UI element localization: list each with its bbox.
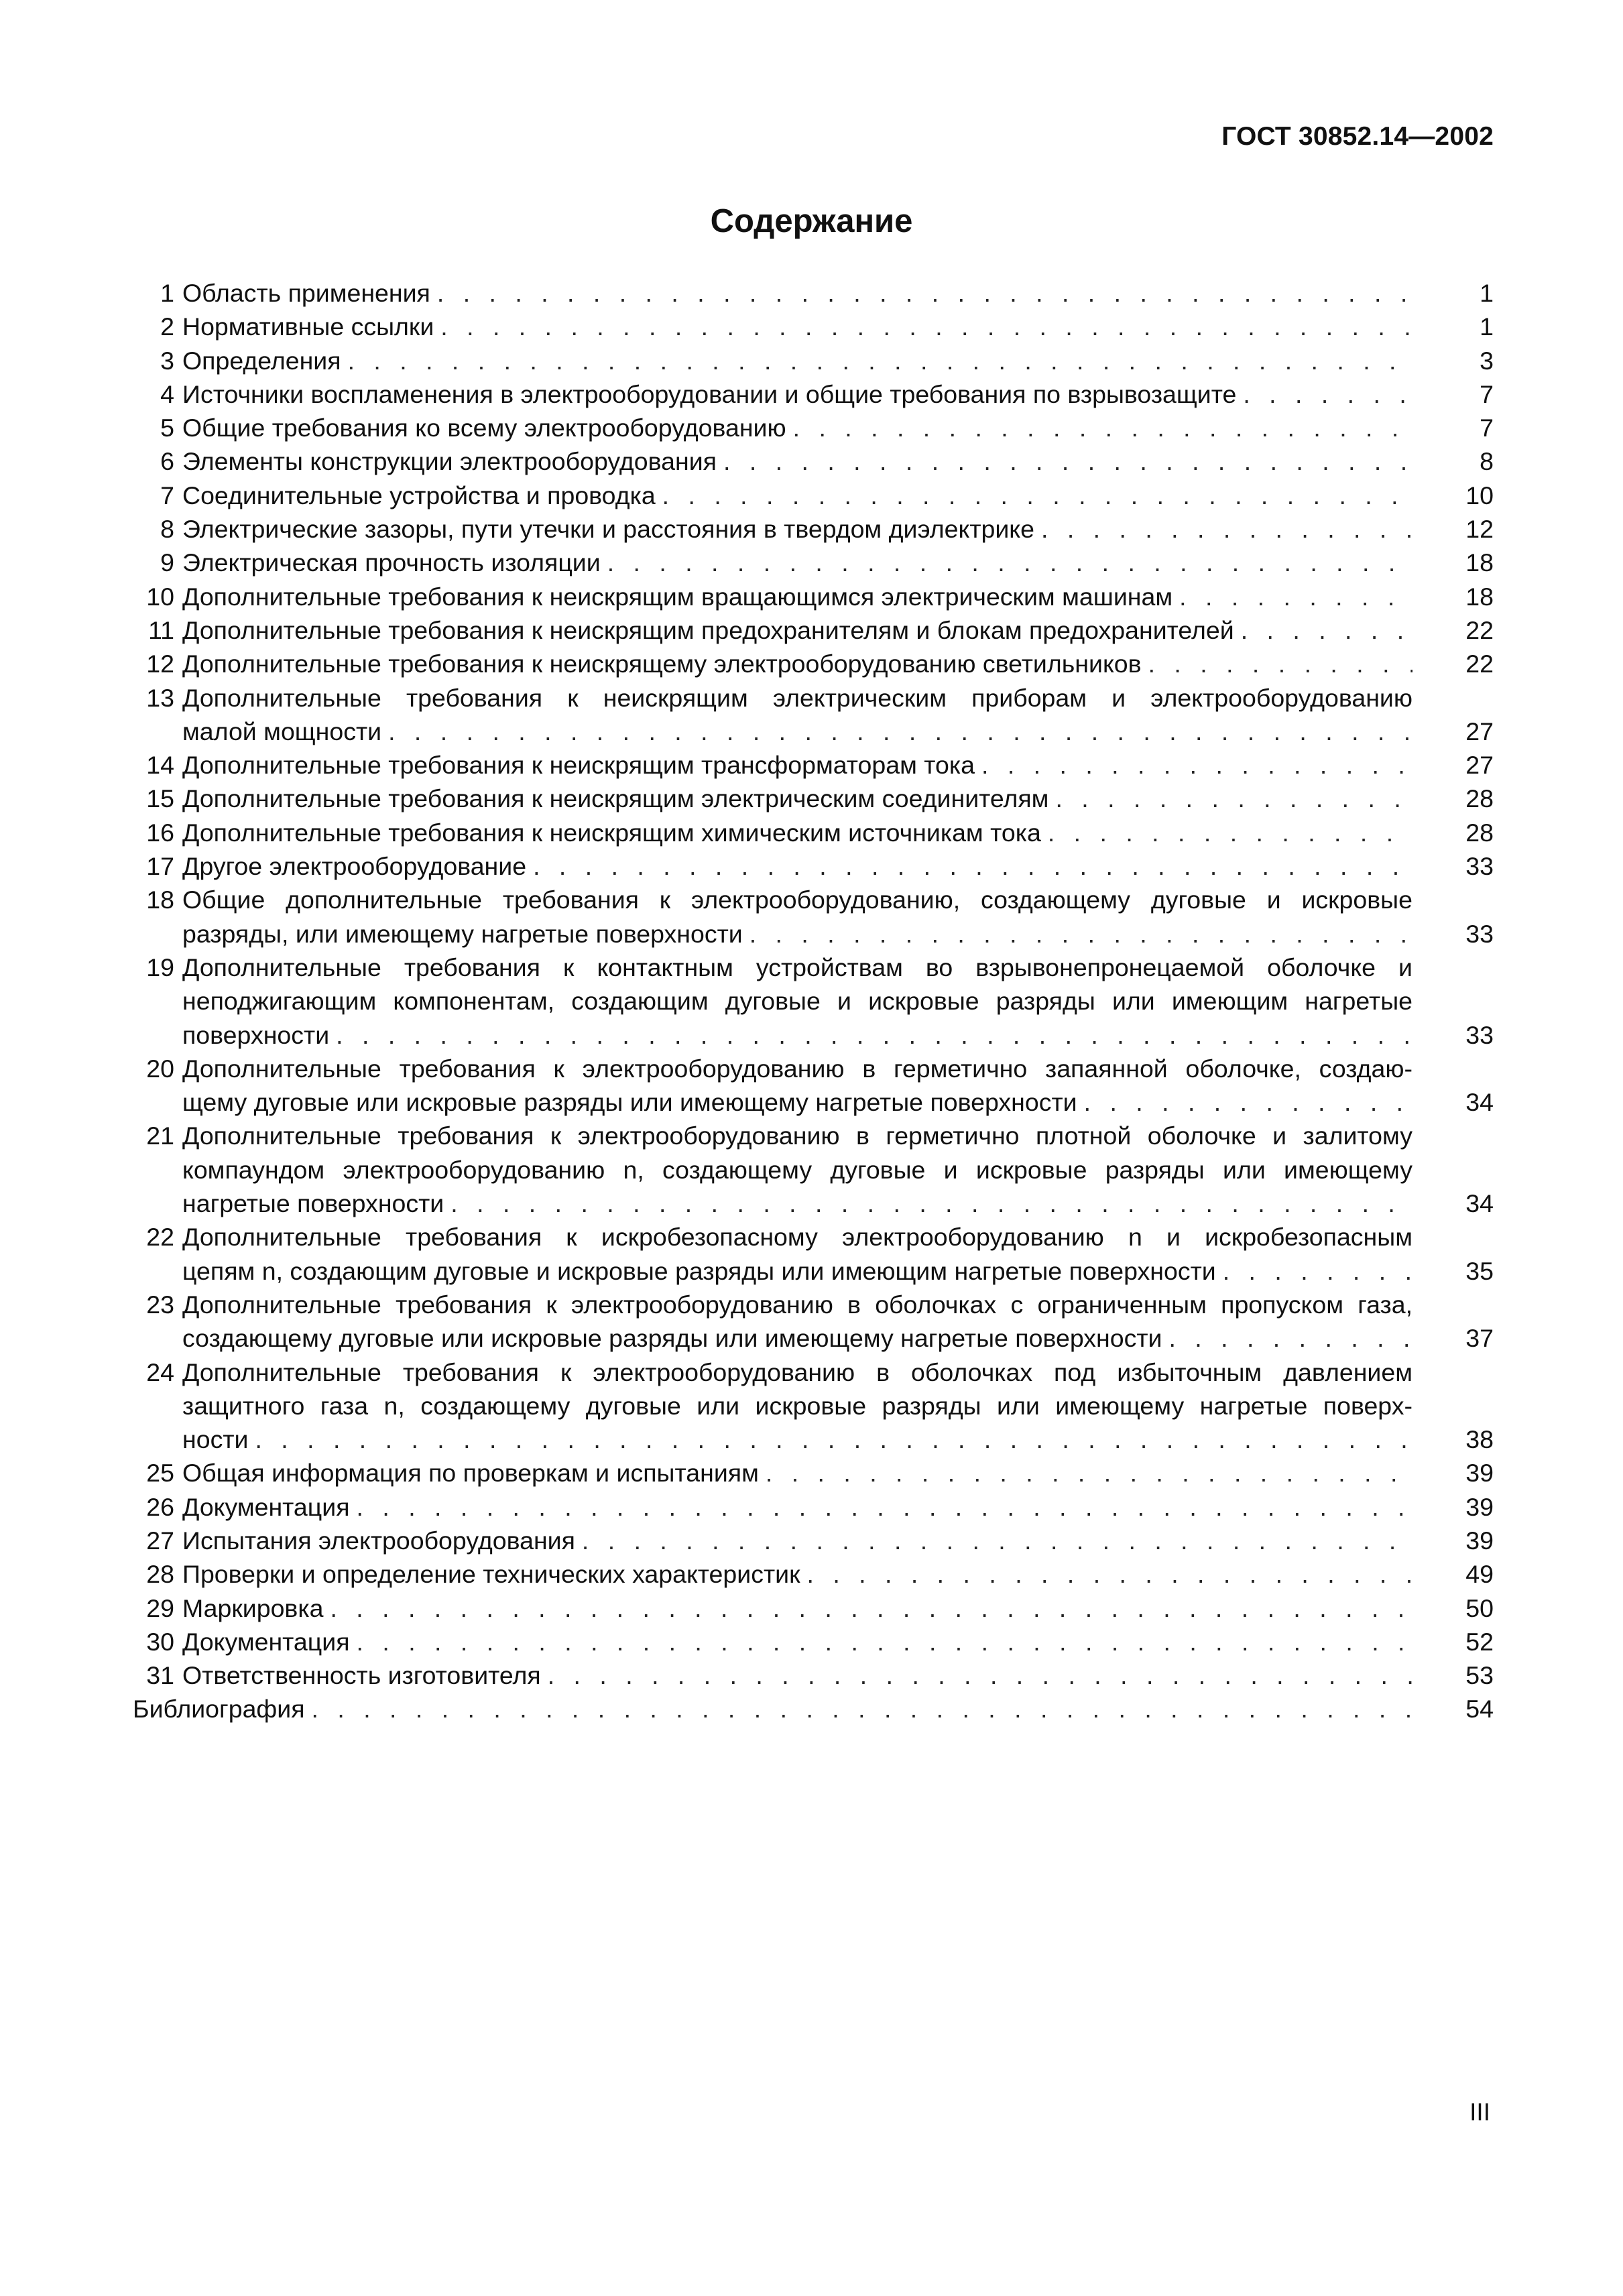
toc-entry-number: 21 — [146, 1122, 174, 1150]
toc-entry-page: 22 — [1465, 650, 1494, 678]
dot-leader — [743, 917, 1412, 951]
toc-entry[interactable] — [133, 1052, 1494, 1120]
toc-entry-number: 7 — [160, 481, 174, 509]
toc-entry-title-line: Дополнительные требования к неискрящим электрическим соединителям — [182, 784, 1049, 813]
dot-leader — [1236, 377, 1412, 411]
toc-entry-page: 37 — [1465, 1324, 1494, 1353]
toc-entry-number: 4 — [160, 379, 174, 408]
toc-entry-title-line: Источники воспламенения в электрооборудовании и общие требования по взрывозащите — [182, 379, 1237, 408]
toc-entry-title — [182, 546, 1412, 579]
toc-entry[interactable] — [133, 344, 1494, 377]
toc-entry-title-line: цепям n, создающим дуговые и искровые разряды или имеющим нагретые поверхности — [182, 1256, 1216, 1285]
toc-entry-title — [182, 647, 1412, 680]
toc-entry[interactable] — [133, 816, 1494, 849]
toc-entry-page: 1 — [1480, 279, 1494, 307]
toc-entry-title-line: нагретые поверхности — [182, 1189, 444, 1218]
toc-entry-title-line: Испытания электрооборудования — [182, 1526, 575, 1555]
toc-entry-number: 15 — [146, 784, 174, 813]
toc-entry-title-line: Дополнительные требования к неискрящим трансформаторам тока — [182, 751, 975, 780]
toc-entry-page: 27 — [1465, 751, 1494, 780]
dot-leader — [341, 344, 1412, 377]
toc-entry-number: 27 — [146, 1526, 174, 1555]
toc-entry-title — [182, 883, 1412, 951]
toc-entry[interactable] — [133, 1557, 1494, 1591]
toc-entry[interactable] — [133, 444, 1494, 478]
toc-entry-page: 7 — [1480, 414, 1494, 442]
toc-entry-title-line: Общие требования ко всему электрооборудованию — [182, 414, 786, 442]
toc-entry[interactable] — [133, 310, 1494, 343]
toc-entry-page: 50 — [1465, 1593, 1494, 1622]
toc-entry-title — [182, 1591, 1412, 1625]
dot-leader — [656, 479, 1412, 512]
toc-entry-title — [182, 1456, 1412, 1490]
toc-entry[interactable] — [133, 782, 1494, 815]
dot-leader — [323, 1591, 1412, 1625]
toc-entry-title — [133, 1692, 1412, 1726]
toc-entry-number: 22 — [146, 1223, 174, 1252]
toc-entry-number: 24 — [146, 1357, 174, 1386]
toc-entry-title-line: Общие дополнительные требования к электрооборудованию, создающему дуговые и искровые — [182, 886, 1412, 914]
dot-leader — [601, 546, 1412, 579]
toc-entry-title-line: Электрическая прочность изоляции — [182, 548, 601, 577]
toc-entry-title-line: Элементы конструкции электрооборудования — [182, 447, 717, 476]
table-of-contents — [133, 276, 1494, 1726]
toc-entry-title — [182, 1490, 1412, 1524]
toc-entry-number: 14 — [146, 751, 174, 780]
toc-entry-title — [182, 1524, 1412, 1557]
page-title: Содержание — [710, 203, 913, 239]
toc-entry-title-line: Маркировка — [182, 1593, 324, 1622]
page-number: III — [1469, 2098, 1490, 2126]
toc-entry-title — [182, 580, 1412, 613]
toc-entry-title — [182, 1288, 1412, 1355]
toc-entry[interactable] — [133, 1220, 1494, 1288]
toc-entry-page: 8 — [1480, 447, 1494, 476]
toc-entry-title-line: Документация — [182, 1492, 350, 1521]
toc-entry[interactable] — [133, 1524, 1494, 1557]
toc-entry-page: 18 — [1465, 582, 1494, 611]
toc-entry-title — [182, 681, 1412, 749]
toc-entry-number: 19 — [146, 953, 174, 981]
toc-entry-number: 13 — [146, 683, 174, 712]
toc-entry[interactable] — [133, 951, 1494, 1052]
toc-entry[interactable] — [133, 1692, 1494, 1726]
toc-entry-title-line: создающему дуговые или искровые разряды или имеющему нагретые поверхности — [182, 1324, 1162, 1353]
dot-leader — [1173, 580, 1412, 613]
toc-entry-title-line: Дополнительные требования к контактным устройствам во взрывонепронецаемой оболочке и — [182, 953, 1412, 981]
toc-entry-title — [182, 849, 1412, 883]
dot-leader — [541, 1658, 1412, 1692]
toc-entry-page: 18 — [1465, 548, 1494, 577]
toc-entry-title — [182, 782, 1412, 815]
toc-entry-page: 49 — [1465, 1560, 1494, 1589]
dot-leader — [305, 1692, 1412, 1726]
dot-leader — [248, 1423, 1412, 1456]
toc-entry[interactable] — [133, 1456, 1494, 1490]
toc-entry-title — [182, 377, 1412, 411]
toc-entry-title-line: Определения — [182, 346, 341, 375]
dot-leader — [717, 444, 1412, 478]
toc-entry-page: 38 — [1465, 1425, 1494, 1454]
dot-leader — [444, 1187, 1412, 1220]
dot-leader — [800, 1557, 1413, 1591]
toc-entry-page: 53 — [1465, 1661, 1494, 1690]
toc-entry-page: 1 — [1480, 312, 1494, 341]
toc-entry-title — [182, 748, 1412, 782]
toc-entry-page: 22 — [1465, 615, 1494, 644]
toc-entry[interactable] — [133, 613, 1494, 647]
toc-entry-title-line: Дополнительные требования к искробезопасному электрооборудованию n и искробезопасным — [182, 1223, 1412, 1252]
toc-entry-title-line: Дополнительные требования к неискрящим вращающимся электрическим машинам — [182, 582, 1173, 611]
toc-entry-title-line: компаундом электрооборудованию n, создающему дуговые и искровые разряды или имеющему — [182, 1155, 1412, 1184]
toc-entry-number: 29 — [146, 1593, 174, 1622]
dot-leader — [1041, 816, 1412, 849]
dot-leader — [526, 849, 1412, 883]
toc-entry-title — [182, 444, 1412, 478]
toc-entry-title-line: Дополнительные требования к электрооборудованию в оболочках под избыточным давлением — [182, 1357, 1412, 1386]
toc-entry[interactable] — [133, 1591, 1494, 1625]
toc-entry-number: 16 — [146, 818, 174, 847]
toc-entry[interactable] — [133, 479, 1494, 512]
dot-leader — [430, 276, 1412, 310]
toc-entry[interactable] — [133, 546, 1494, 579]
toc-entry-number: 8 — [160, 515, 174, 544]
toc-entry-number: 17 — [146, 852, 174, 881]
toc-entry-number: 3 — [160, 346, 174, 375]
toc-entry-number: 5 — [160, 414, 174, 442]
toc-entry[interactable] — [133, 276, 1494, 310]
toc-entry-title-line: Электрические зазоры, пути утечки и расстояния в твердом диэлектрике — [182, 515, 1034, 544]
dot-leader — [786, 411, 1412, 444]
toc-entry-page: 27 — [1465, 717, 1494, 745]
dot-leader — [575, 1524, 1412, 1557]
toc-entry[interactable] — [133, 512, 1494, 546]
toc-entry-title — [182, 1658, 1412, 1692]
toc-entry-title — [182, 310, 1412, 343]
toc-entry-title-line: Проверки и определение технических характеристик — [182, 1560, 800, 1589]
toc-entry-title — [182, 512, 1412, 546]
toc-entry[interactable] — [133, 1355, 1494, 1457]
toc-entry-title — [182, 1052, 1412, 1120]
toc-entry-page: 7 — [1480, 379, 1494, 408]
toc-entry-number: 25 — [146, 1459, 174, 1488]
toc-entry-page: 39 — [1465, 1492, 1494, 1521]
toc-entry-page: 28 — [1465, 784, 1494, 813]
toc-entry-title-line: Дополнительные требования к неискрящим электрическим приборам и электрооборудованию — [182, 683, 1412, 712]
toc-entry-title-line: разряды, или имеющему нагретые поверхности — [182, 919, 743, 948]
toc-entry-page: 34 — [1465, 1088, 1494, 1117]
dot-leader — [759, 1456, 1412, 1490]
toc-entry-page: 34 — [1465, 1189, 1494, 1218]
toc-entry-title-line: неподжигающим компонентам, создающим дуговые и искровые разряды или имеющим нагретые — [182, 987, 1412, 1016]
dot-leader — [1216, 1254, 1412, 1288]
toc-entry-title-line: защитного газа n, создающему дуговые или искровые разряды или имеющему нагретые поверх- — [182, 1391, 1412, 1420]
toc-entry-page: 54 — [1465, 1695, 1494, 1724]
toc-entry-title — [182, 1119, 1412, 1220]
toc-entry-number: 12 — [146, 650, 174, 678]
toc-entry-page: 33 — [1465, 919, 1494, 948]
dot-leader — [381, 715, 1412, 748]
toc-entry-title — [182, 411, 1412, 444]
toc-entry-number: 9 — [160, 548, 174, 577]
toc-entry-page: 28 — [1465, 818, 1494, 847]
toc-entry-title-line: Дополнительные требования к электрооборудованию в оболочках с ограниченным пропуском газа, — [182, 1290, 1412, 1319]
toc-entry-page: 33 — [1465, 1020, 1494, 1049]
toc-entry-title — [182, 276, 1412, 310]
toc-entry[interactable] — [133, 1490, 1494, 1524]
dot-leader — [1162, 1321, 1412, 1355]
dot-leader — [1077, 1085, 1412, 1119]
toc-entry-number: 1 — [160, 279, 174, 307]
toc-entry-number: 20 — [146, 1054, 174, 1083]
toc-entry-title-line: Ответственность изготовителя — [182, 1661, 541, 1690]
toc-entry[interactable] — [133, 1119, 1494, 1220]
dot-leader — [350, 1490, 1412, 1524]
toc-entry[interactable] — [133, 681, 1494, 749]
toc-entry-title-line: Дополнительные требования к неискрящим предохранителям и блокам предохранителей — [182, 615, 1234, 644]
toc-entry-title-line: Другое электрооборудование — [182, 852, 527, 881]
toc-entry[interactable] — [133, 377, 1494, 411]
toc-entry[interactable] — [133, 580, 1494, 613]
toc-entry[interactable] — [133, 748, 1494, 782]
toc-entry-page: 10 — [1465, 481, 1494, 509]
toc-entry-number: 6 — [160, 447, 174, 476]
dot-leader — [1234, 613, 1412, 647]
toc-entry-page: 12 — [1465, 515, 1494, 544]
toc-entry-page: 39 — [1465, 1459, 1494, 1488]
toc-entry-page: 3 — [1480, 346, 1494, 375]
toc-entry[interactable] — [133, 1288, 1494, 1355]
toc-entry-number: 18 — [146, 886, 174, 914]
toc-entry-title-line: Дополнительные требования к электрооборудованию в герметично запаянной оболочке, создаю- — [182, 1054, 1412, 1083]
toc-entry-title — [182, 1355, 1412, 1457]
toc-entry-title-line: щему дуговые или искровые разряды или имеющему нагретые поверхности — [182, 1088, 1077, 1117]
dot-leader — [975, 748, 1412, 782]
toc-entry-title-line: Дополнительные требования к неискрящему электрооборудованию светильников — [182, 650, 1142, 678]
dot-leader — [1034, 512, 1412, 546]
dot-leader — [434, 310, 1412, 343]
toc-entry-number: 26 — [146, 1492, 174, 1521]
toc-entry[interactable] — [133, 1658, 1494, 1692]
toc-entry-title-line: Библиография — [133, 1695, 305, 1724]
toc-entry-title — [182, 344, 1412, 377]
toc-entry-number: 23 — [146, 1290, 174, 1319]
dot-leader — [1048, 782, 1412, 815]
toc-entry-title-line: Соединительные устройства и проводка — [182, 481, 656, 509]
toc-entry-title-line: Дополнительные требования к неискрящим химическим источникам тока — [182, 818, 1041, 847]
document-code: ГОСТ 30852.14—2002 — [1221, 122, 1494, 151]
toc-entry[interactable] — [133, 411, 1494, 444]
toc-entry-title — [182, 816, 1412, 849]
toc-entry-title — [182, 479, 1412, 512]
toc-entry-number: 31 — [146, 1661, 174, 1690]
toc-entry-number: 28 — [146, 1560, 174, 1589]
toc-entry[interactable] — [133, 849, 1494, 883]
toc-entry-page: 52 — [1465, 1627, 1494, 1656]
dot-leader — [350, 1625, 1412, 1658]
toc-entry-number: 30 — [146, 1627, 174, 1656]
toc-entry-page: 33 — [1465, 852, 1494, 881]
toc-entry-title — [182, 1557, 1412, 1591]
toc-entry-title-line: малой мощности — [182, 717, 382, 745]
toc-entry-title-line: Дополнительные требования к электрооборудованию в герметично плотной оболочке и залитому — [182, 1122, 1412, 1150]
toc-entry-title — [182, 1220, 1412, 1288]
toc-entry-number: 11 — [148, 615, 174, 644]
toc-entry-title-line: поверхности — [182, 1020, 330, 1049]
toc-entry-page: 35 — [1465, 1256, 1494, 1285]
toc-entry-title-line: Документация — [182, 1627, 350, 1656]
toc-entry[interactable] — [133, 647, 1494, 680]
dot-leader — [329, 1018, 1412, 1052]
toc-entry-number: 10 — [146, 582, 174, 611]
dot-leader — [1142, 647, 1412, 680]
toc-entry-title-line: ности — [182, 1425, 249, 1454]
toc-entry[interactable] — [133, 883, 1494, 951]
toc-entry-title-line: Нормативные ссылки — [182, 312, 434, 341]
toc-entry-title — [182, 1625, 1412, 1658]
toc-entry-title-line: Общая информация по проверкам и испытаниям — [182, 1459, 759, 1488]
toc-entry-title — [182, 613, 1412, 647]
toc-entry[interactable] — [133, 1625, 1494, 1658]
toc-entry-page: 39 — [1465, 1526, 1494, 1555]
toc-entry-title — [182, 951, 1412, 1052]
toc-entry-number: 2 — [160, 312, 174, 341]
toc-entry-title-line: Область применения — [182, 279, 430, 307]
